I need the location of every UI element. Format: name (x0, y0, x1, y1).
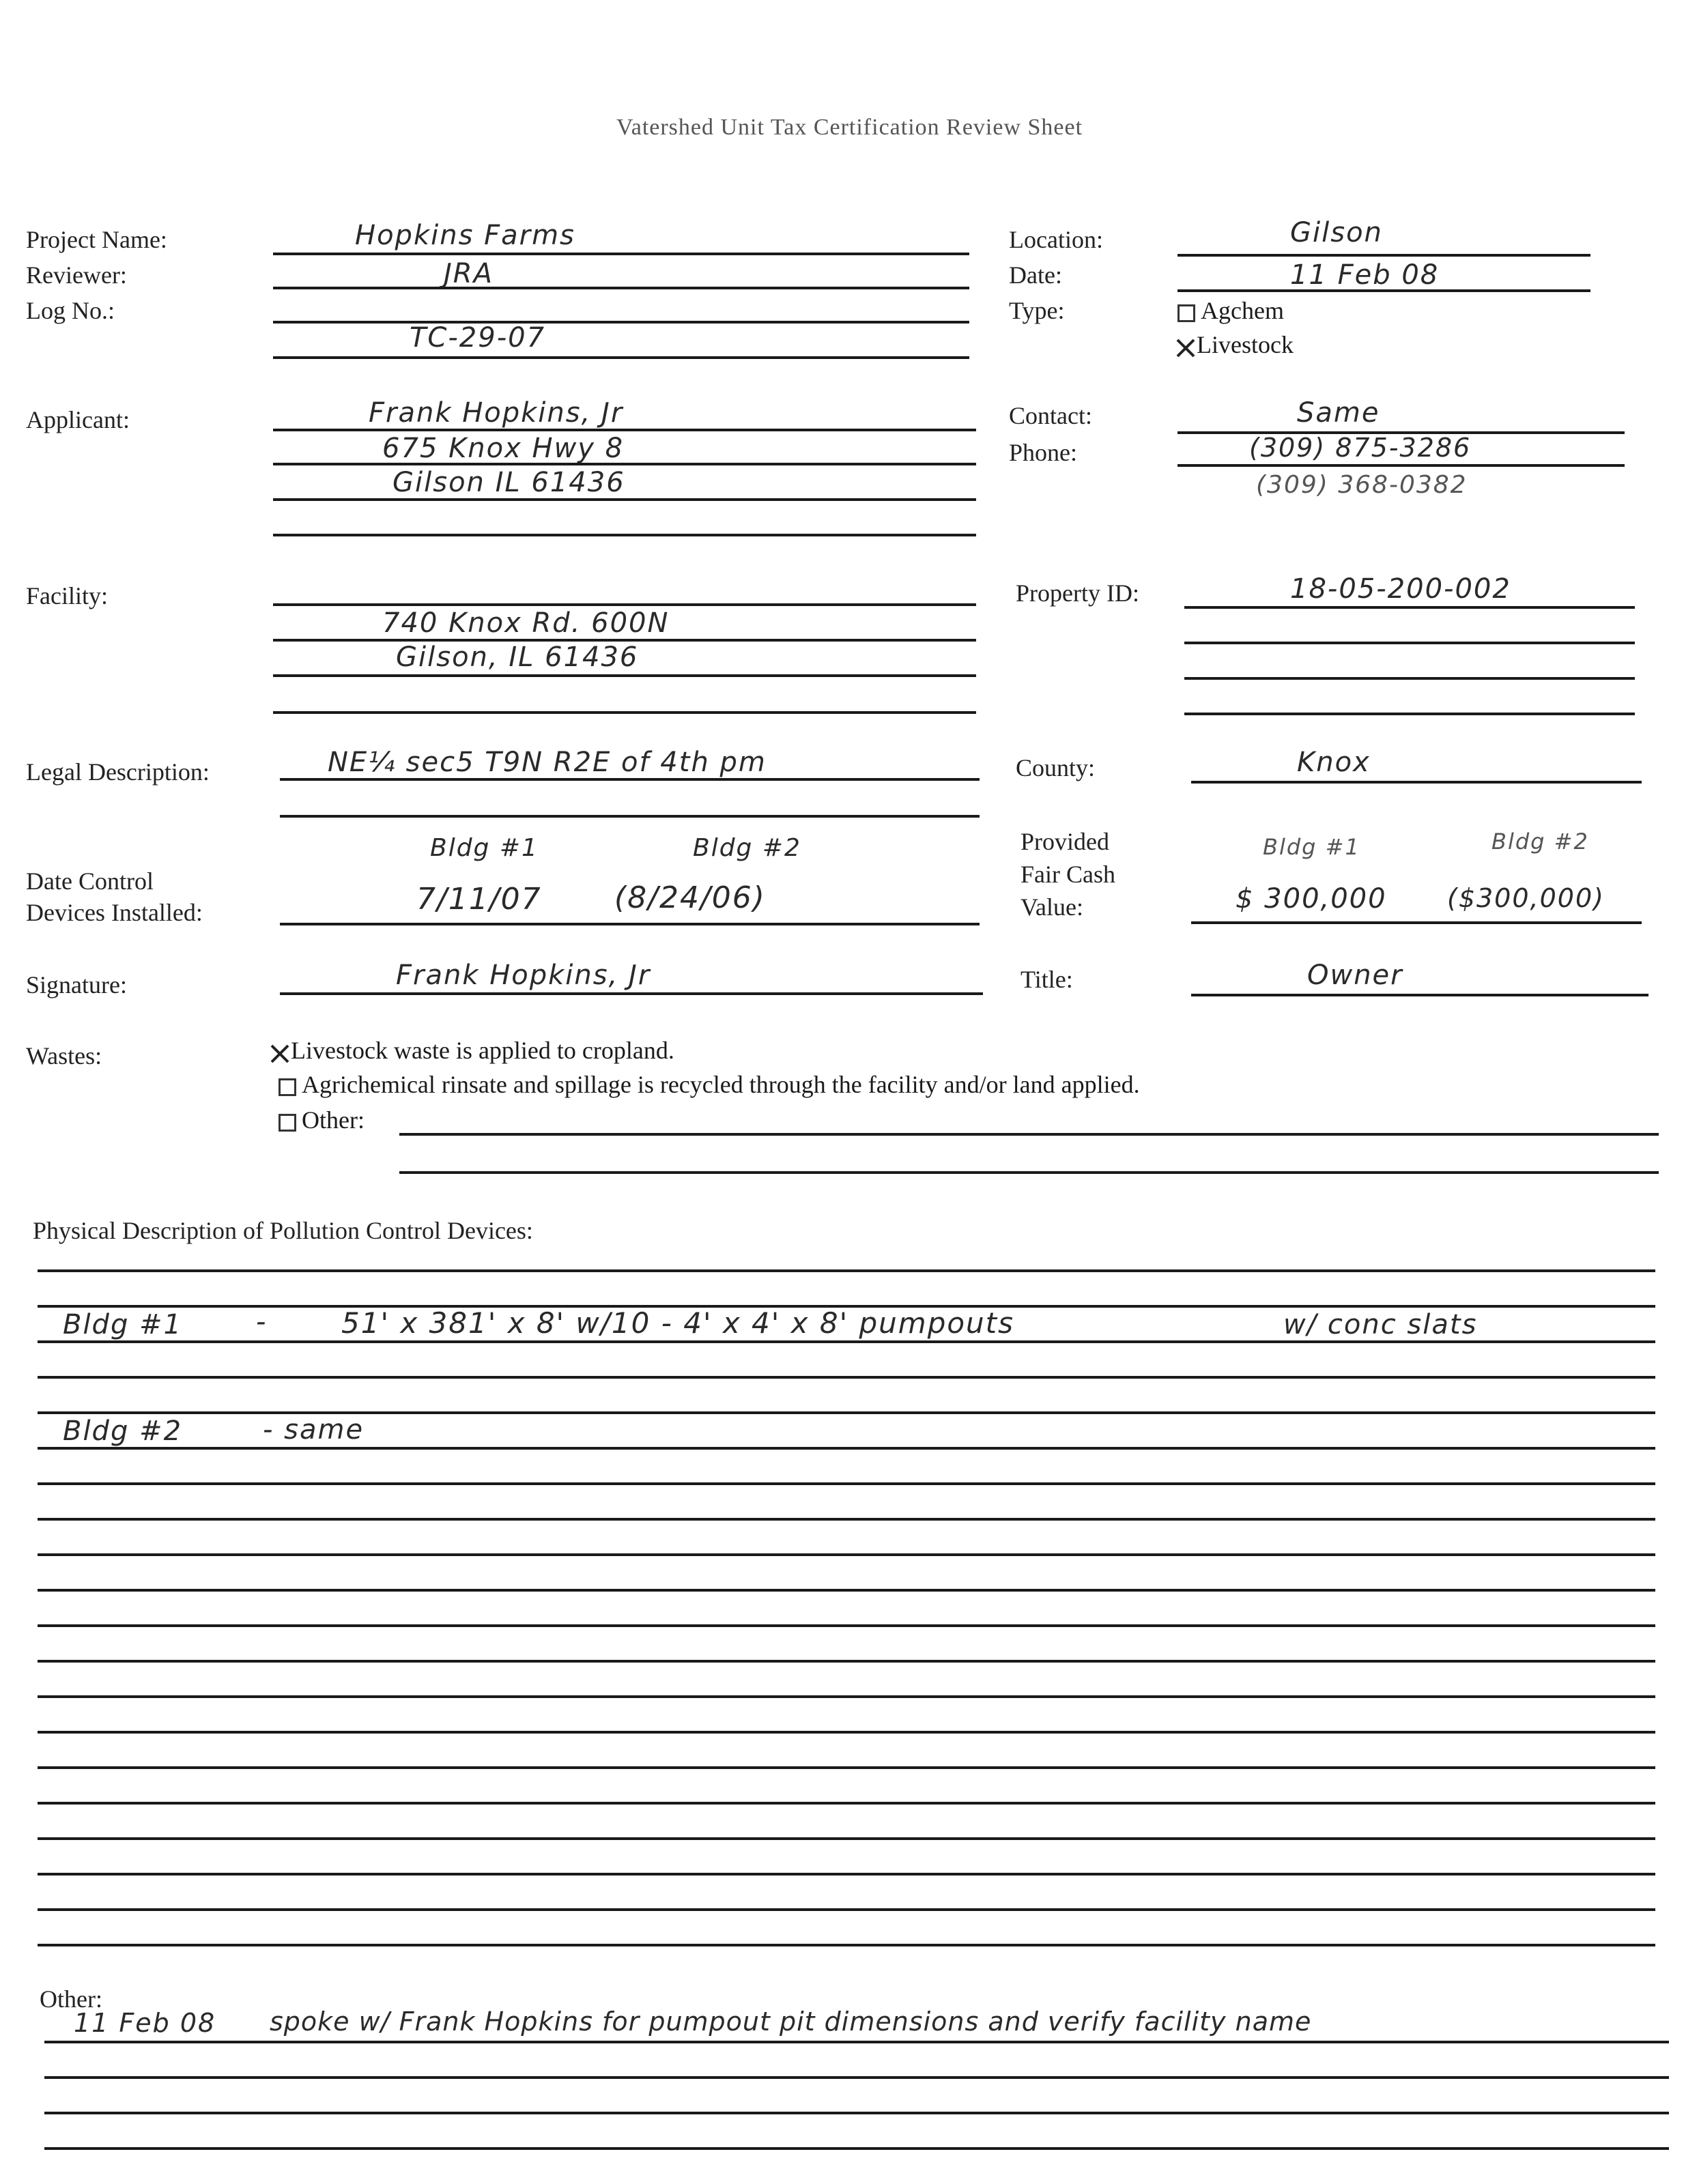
physical-description-line-11 (38, 1624, 1655, 1627)
bldg2-value-heading: Bldg #2 (1491, 829, 1589, 854)
signature-label: Signature: (26, 971, 127, 998)
other-date-value: 11 Feb 08 (74, 2008, 216, 2038)
physical-description-line-15 (38, 1766, 1655, 1769)
physical-description-line-8 (38, 1518, 1655, 1521)
facility-line-3-value: Gilson, IL 61436 (396, 642, 639, 673)
bldg2-date-value: (8/24/06) (614, 880, 766, 915)
type-agchem-label: Agchem (1201, 297, 1284, 324)
property-id-label: Property ID: (1016, 579, 1139, 607)
provided-label-2: Fair Cash (1020, 861, 1115, 888)
applicant-line-1-value: Frank Hopkins, Jr (369, 397, 624, 429)
waste-option-livestock[interactable] (272, 1036, 674, 1065)
other-ruled-line-4 (44, 2147, 1669, 2150)
property-id-line-1 (1184, 606, 1635, 609)
waste-other-checkbox[interactable] (279, 1114, 296, 1132)
type-agchem-checkbox[interactable] (1177, 304, 1195, 322)
physical-line-1-dash: - (256, 1306, 268, 1338)
physical-description-line-1 (38, 1269, 1655, 1272)
legal-description-value: NE¼ sec5 T9N R2E of 4th pm (328, 747, 767, 778)
physical-description-line-10 (38, 1589, 1655, 1592)
county-value: Knox (1297, 747, 1371, 778)
bldg1-date-value: 7/11/07 (416, 882, 542, 917)
applicant-label: Applicant: (26, 406, 130, 433)
legal-description-line-1 (280, 778, 980, 781)
project-name-label: Project Name: (26, 226, 167, 253)
waste-other-line-1 (399, 1133, 1659, 1136)
legal-description-label: Legal Description: (26, 758, 210, 786)
log-no-label: Log No.: (26, 297, 115, 324)
physical-line-2-same: - same (263, 1414, 365, 1446)
other-ruled-line-1 (44, 2041, 1669, 2043)
waste-other-label: Other: (302, 1106, 365, 1134)
property-id-line-4 (1184, 713, 1635, 715)
property-id-line-2 (1184, 642, 1635, 644)
location-line (1177, 254, 1590, 257)
other-ruled-line-2 (44, 2076, 1669, 2079)
physical-description-line-13 (38, 1695, 1655, 1698)
applicant-line-1 (273, 429, 976, 431)
property-id-line-3 (1184, 677, 1635, 680)
physical-description-line-7 (38, 1482, 1655, 1485)
other-ruled-line-3 (44, 2112, 1669, 2114)
date-control-line (280, 923, 980, 925)
physical-description-line-4 (38, 1376, 1655, 1379)
facility-line-1 (273, 603, 976, 606)
waste-livestock-label: Livestock waste is applied to cropland. (291, 1037, 674, 1064)
property-id-value: 18-05-200-002 (1290, 573, 1511, 605)
physical-description-line-14 (38, 1731, 1655, 1734)
page-title: Vatershed Unit Tax Certification Review Sheet (616, 115, 1083, 140)
signature-value: Frank Hopkins, Jr (396, 960, 651, 991)
physical-line-1-bldg: Bldg #1 (63, 1309, 183, 1340)
date-control-label-2: Devices Installed: (26, 899, 203, 926)
provided-label-3: Value: (1020, 893, 1083, 921)
facility-label: Facility: (26, 582, 108, 609)
facility-line-4 (273, 711, 976, 714)
title-value: Owner (1307, 960, 1403, 991)
waste-other-line-2 (399, 1171, 1659, 1174)
location-label: Location: (1009, 226, 1103, 253)
county-label: County: (1016, 754, 1096, 781)
facility-line-3 (273, 674, 976, 677)
physical-description-line-19 (38, 1908, 1655, 1911)
physical-description-line-9 (38, 1553, 1655, 1556)
physical-description-line-6 (38, 1447, 1655, 1450)
county-line (1191, 781, 1642, 784)
reviewer-value: JRA (444, 258, 494, 289)
location-value: Gilson (1290, 217, 1383, 248)
physical-line-2-bldg: Bldg #2 (63, 1416, 183, 1447)
provided-value-line (1191, 921, 1642, 924)
log-no-value: TC-29-07 (410, 322, 546, 354)
date-line (1177, 289, 1590, 292)
reviewer-line (273, 287, 969, 289)
physical-description-line-12 (38, 1660, 1655, 1663)
bldg1-date-heading: Bldg #1 (430, 834, 539, 862)
title-line (1191, 994, 1648, 996)
type-option-livestock[interactable] (1177, 330, 1294, 359)
phone-label: Phone: (1009, 439, 1078, 466)
contact-label: Contact: (1009, 402, 1092, 429)
title-label: Title: (1020, 966, 1073, 993)
log-no-line-1 (273, 321, 969, 324)
other-note-value: spoke w/ Frank Hopkins for pumpout pit dimensions and verify facility name (270, 2007, 1312, 2037)
type-livestock-label: Livestock (1197, 331, 1294, 358)
date-value: 11 Feb 08 (1290, 259, 1440, 291)
physical-description-line-18 (38, 1873, 1655, 1876)
contact-value: Same (1297, 397, 1380, 429)
phone-line (1177, 464, 1625, 467)
bldg2-date-heading: Bldg #2 (693, 834, 801, 862)
project-name-value: Hopkins Farms (355, 220, 575, 251)
type-livestock-checkbox[interactable] (1177, 341, 1191, 354)
wastes-label: Wastes: (26, 1042, 102, 1069)
bldg1-value: $ 300,000 (1236, 883, 1387, 915)
waste-agrichemical-checkbox[interactable] (279, 1078, 296, 1096)
physical-line-1-slats: w/ conc slats (1283, 1309, 1478, 1340)
bldg2-value: ($300,000) (1447, 883, 1605, 913)
applicant-line-3 (273, 498, 976, 501)
physical-description-line-3 (38, 1340, 1655, 1343)
physical-description-label: Physical Description of Pollution Control Devices: (33, 1217, 533, 1244)
project-name-line (273, 253, 969, 255)
waste-livestock-checkbox[interactable] (272, 1046, 285, 1060)
phone-value-1: (309) 875-3286 (1249, 433, 1472, 463)
facility-line-2-value: 740 Knox Rd. 600N (382, 607, 670, 639)
waste-option-other[interactable] (279, 1106, 365, 1134)
type-label: Type: (1009, 297, 1065, 324)
signature-line (280, 992, 983, 995)
physical-description-line-17 (38, 1837, 1655, 1840)
provided-label-1: Provided (1020, 828, 1109, 855)
bldg1-value-heading: Bldg #1 (1263, 834, 1360, 860)
applicant-line-2-value: 675 Knox Hwy 8 (382, 433, 625, 464)
physical-line-1-dimensions: 51' x 381' x 8' w/10 - 4' x 4' x 8' pumpouts (341, 1306, 1015, 1340)
waste-agrichemical-label: Agrichemical rinsate and spillage is recycled through the facility and/or land applied. (302, 1071, 1140, 1098)
log-no-line-2 (273, 356, 969, 359)
reviewer-label: Reviewer: (26, 261, 127, 289)
physical-description-line-20 (38, 1944, 1655, 1946)
physical-description-line-16 (38, 1802, 1655, 1805)
legal-description-line-2 (280, 815, 980, 818)
other-label: Other: (40, 1985, 102, 2013)
applicant-line-3-value: Gilson IL 61436 (392, 467, 625, 498)
applicant-line-4 (273, 534, 976, 536)
date-label: Date: (1009, 261, 1062, 289)
applicant-line-2 (273, 463, 976, 465)
type-option-agchem[interactable] (1177, 296, 1284, 325)
waste-option-agrichemical[interactable] (279, 1070, 1140, 1099)
phone-value-2: (309) 368-0382 (1256, 471, 1468, 499)
date-control-label-1: Date Control (26, 867, 154, 895)
